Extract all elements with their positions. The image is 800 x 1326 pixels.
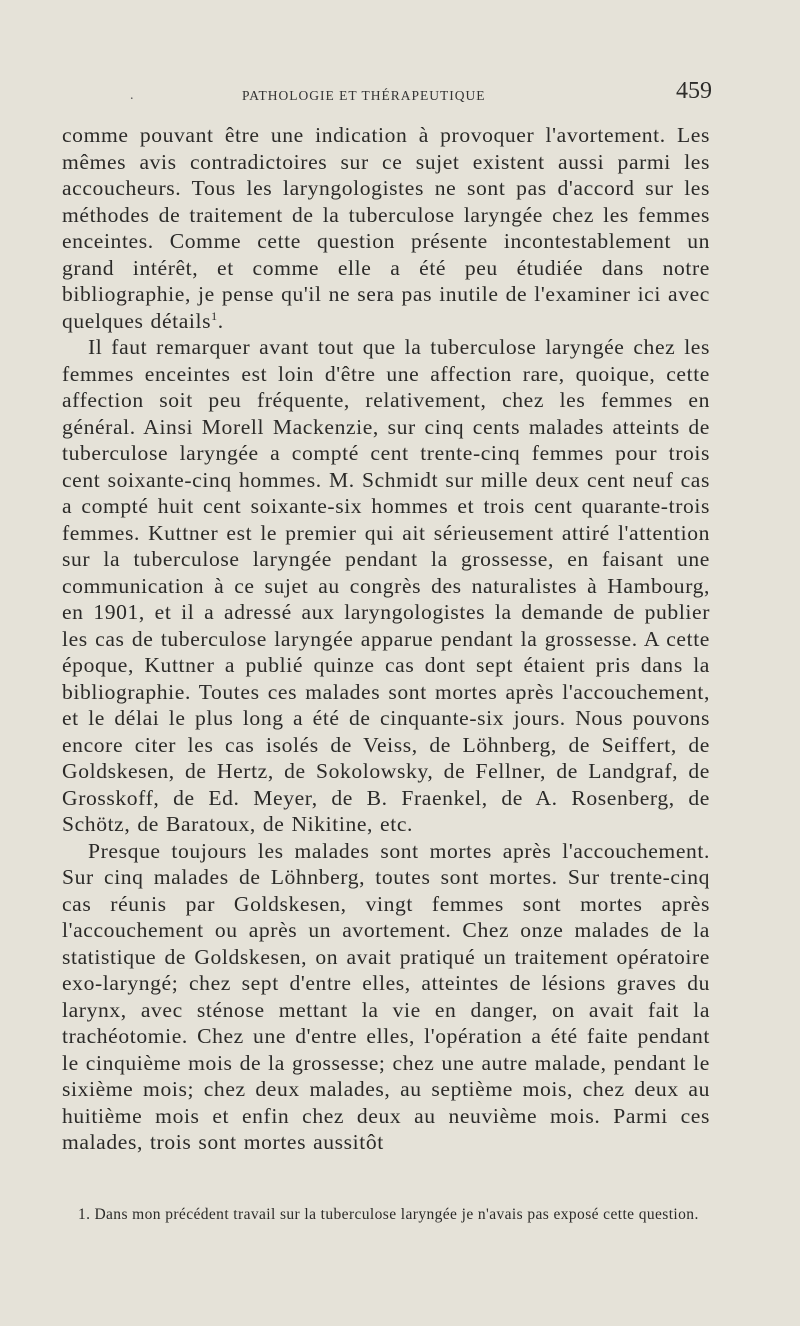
running-title: PATHOLOGIE ET THÉRAPEUTIQUE <box>242 88 486 103</box>
header-dot: . <box>130 88 134 103</box>
footnote-reference[interactable]: 1 <box>211 308 218 323</box>
paragraph-1-text: comme pouvant être une indication à provoquer l'avortement. Les mêmes avis contradictoires sur ce sujet existent aussi parmi les accoucheurs. Tous les laryngologistes ne sont pas d'accord sur les méthodes de traitement de la tuberculose laryngée chez les femmes enceintes. Comme cette question présente incontestablement un grand intérêt, et comme elle a été peu étudiée dans notre bibliographie, je pense qu'il ne sera pas inutile de l'examiner ici avec quelques détails <box>62 123 710 333</box>
paragraph-3: Presque toujours les malades sont mortes après l'accouchement. Sur cinq malades de Löhnberg, toutes sont mortes. Sur trente-cinq cas réunis par Goldskesen, vingt femmes sont mortes après l'accouchement ou après un avortement. Chez onze malades de la statistique de Goldskesen, on avait pratiqué un traitement opératoire exo-laryngé; chez sept d'entre elles, atteintes de lésions graves du larynx, avec sténose mettant la vie en danger, on avait fait la trachéotomie. Chez une d'entre elles, l'opération a été faite pendant le cinquième mois de la grossesse; chez une autre malade, pendant le sixième mois; chez deux malades, au septième mois, chez deux au huitième mois et enfin chez deux au neuvième mois. Parmi ces malades, trois sont mortes aussitôt <box>62 838 710 1154</box>
paragraph-1 <box>62 122 710 334</box>
paragraph-2: Il faut remarquer avant tout que la tuberculose laryngée chez les femmes enceintes est loin d'être une affection rare, quoique, cette affection soit peu fréquente, relativement, chez les femmes en général. Ainsi Morell Mackenzie, sur cinq cents malades atteints de tuberculose laryngée a compté cent trente-cinq femmes pour trois cent soixante-cinq hommes. M. Schmidt sur mille deux cent neuf cas a compté huit cent soixante-six hommes et trois cent quarante-trois femmes. Kuttner est le premier qui ait sérieusement attiré l'attention sur la tuberculose laryngée pendant la grossesse, en faisant une communication à ce sujet au congrès des naturalistes à Hambourg, en 1901, et il a adressé aux laryngologistes la demande de publier les cas de tuberculose laryngée apparue pendant la grossesse. A cette époque, Kuttner a publié quinze cas dont sept étaient pris dans la bibliographie. Toutes ces malades sont mortes après l'accouchement, et le délai le plus long a été de cinquante-six jours. Nous pouvons encore citer les cas isolés de Veiss, de Löhnberg, de Seiffert, de Goldskesen, de Hertz, de Sokolowsky, de Fellner, de Landgraf, de Grosskoff, de Ed. Meyer, de B. Fraenkel, de A. Rosenberg, de Schötz, de Baratoux, de Nikitine, etc. <box>62 335 710 836</box>
footnote-mark: 1. <box>78 1206 91 1223</box>
footnote <box>62 1204 710 1226</box>
running-head <box>62 78 712 108</box>
footnote-text: Dans mon précédent travail sur la tuberculose laryngée je n'avais pas exposé cette question. <box>94 1206 699 1223</box>
body-text <box>62 122 710 1156</box>
page-number: 459 <box>676 78 712 104</box>
paragraph-1-tail: . <box>217 308 224 333</box>
